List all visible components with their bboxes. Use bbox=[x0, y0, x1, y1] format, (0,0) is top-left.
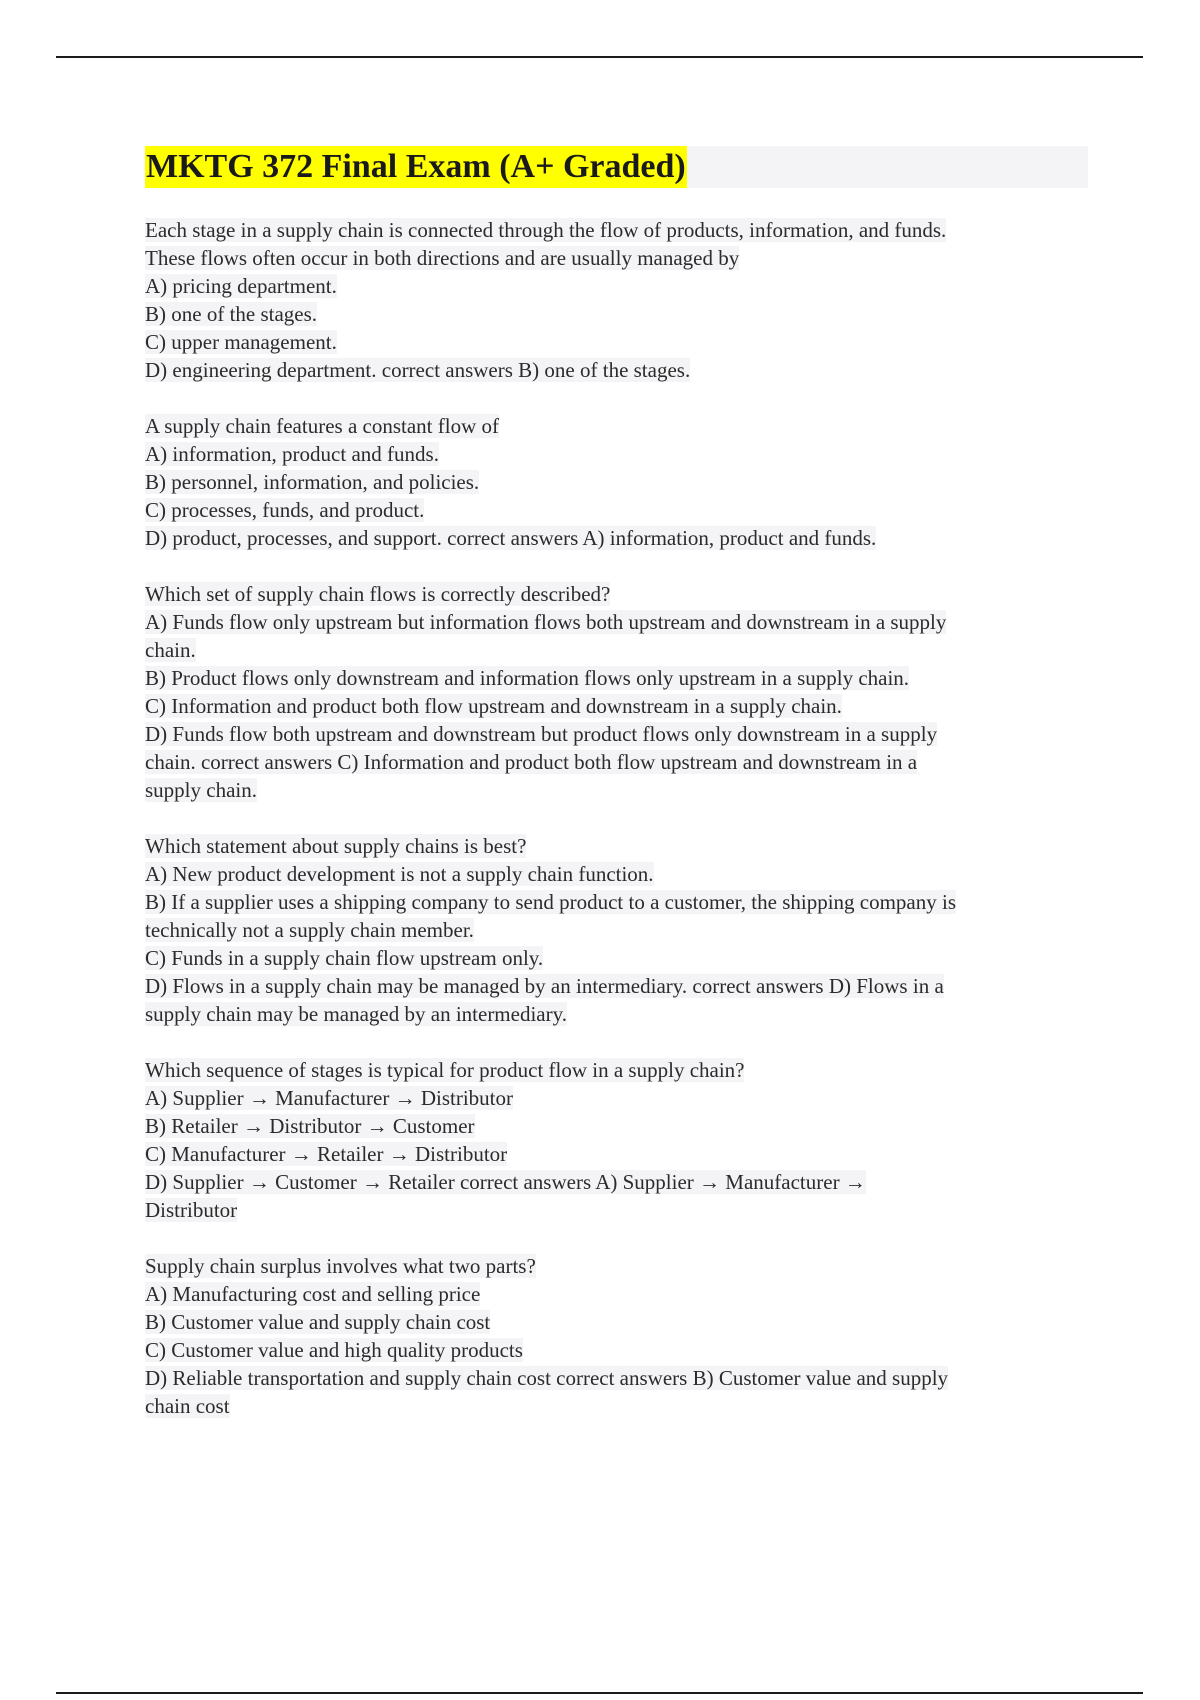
line-text: B) Retailer → Distributor → Customer bbox=[145, 1114, 475, 1138]
line-text: C) processes, funds, and product. bbox=[145, 498, 425, 522]
question-line bbox=[145, 888, 1090, 916]
question-line bbox=[145, 1364, 1090, 1392]
question-block bbox=[145, 1252, 1090, 1420]
line-text: D) Flows in a supply chain may be managed by an intermediary. correct answers D) Flows in a bbox=[145, 974, 944, 998]
line-text: Which statement about supply chains is best? bbox=[145, 834, 527, 858]
question-line bbox=[145, 720, 1090, 748]
line-text: Which set of supply chain flows is correctly described? bbox=[145, 582, 611, 606]
line-text: C) Manufacturer → Retailer → Distributor bbox=[145, 1142, 508, 1166]
question-line bbox=[145, 1168, 1090, 1196]
question-line bbox=[145, 972, 1090, 1000]
line-text: C) Customer value and high quality products bbox=[145, 1338, 523, 1362]
question-line bbox=[145, 664, 1090, 692]
question-line bbox=[145, 1392, 1090, 1420]
line-text: A) pricing department. bbox=[145, 274, 337, 298]
line-text: B) Customer value and supply chain cost bbox=[145, 1310, 491, 1334]
question-line bbox=[145, 1140, 1090, 1168]
question-line bbox=[145, 524, 1090, 552]
line-text: Distributor bbox=[145, 1198, 238, 1222]
line-text: A) Funds flow only upstream but information flows both upstream and downstream in a supply bbox=[145, 610, 947, 634]
question-line bbox=[145, 1112, 1090, 1140]
question-stem bbox=[145, 580, 1090, 608]
line-text: B) one of the stages. bbox=[145, 302, 318, 326]
line-text: D) Supplier → Customer → Retailer correct answers A) Supplier → Manufacturer → bbox=[145, 1170, 866, 1194]
document-title: MKTG 372 Final Exam (A+ Graded) bbox=[145, 146, 687, 188]
line-text: supply chain may be managed by an intermediary. bbox=[145, 1002, 567, 1026]
question-line bbox=[145, 608, 1090, 636]
question-line bbox=[145, 944, 1090, 972]
question-line bbox=[145, 1084, 1090, 1112]
question-block bbox=[145, 412, 1090, 552]
document-body bbox=[145, 146, 1090, 1420]
line-text: A) Manufacturing cost and selling price bbox=[145, 1282, 481, 1306]
question-line bbox=[145, 1336, 1090, 1364]
question-line bbox=[145, 272, 1090, 300]
line-text: A) Supplier → Manufacturer → Distributor bbox=[145, 1086, 514, 1110]
question-list bbox=[145, 216, 1090, 1420]
line-text: Each stage in a supply chain is connected through the flow of products, information, and funds. bbox=[145, 218, 947, 242]
question-line bbox=[145, 916, 1090, 944]
question-line bbox=[145, 300, 1090, 328]
question-stem bbox=[145, 1252, 1090, 1280]
line-text: Supply chain surplus involves what two parts? bbox=[145, 1254, 536, 1278]
question-line bbox=[145, 748, 1090, 776]
question-line bbox=[145, 356, 1090, 384]
line-text: chain. bbox=[145, 638, 196, 662]
question-stem bbox=[145, 832, 1090, 860]
question-line bbox=[145, 636, 1090, 664]
bottom-rule bbox=[56, 1692, 1143, 1694]
question-line bbox=[145, 328, 1090, 356]
line-text: A) information, product and funds. bbox=[145, 442, 439, 466]
question-line bbox=[145, 776, 1090, 804]
question-line bbox=[145, 1196, 1090, 1224]
question-block bbox=[145, 832, 1090, 1028]
question-line bbox=[145, 1308, 1090, 1336]
line-text: A supply chain features a constant flow of bbox=[145, 414, 499, 438]
line-text: C) upper management. bbox=[145, 330, 337, 354]
question-block bbox=[145, 580, 1090, 804]
line-text: D) product, processes, and support. correct answers A) information, product and funds. bbox=[145, 526, 877, 550]
line-text: technically not a supply chain member. bbox=[145, 918, 474, 942]
question-stem bbox=[145, 1056, 1090, 1084]
line-text: These flows often occur in both directions and are usually managed by bbox=[145, 246, 740, 270]
line-text: B) If a supplier uses a shipping company to send product to a customer, the shipping company is bbox=[145, 890, 957, 914]
top-rule bbox=[56, 56, 1143, 58]
question-block bbox=[145, 216, 1090, 384]
line-text: B) personnel, information, and policies. bbox=[145, 470, 480, 494]
line-text: C) Funds in a supply chain flow upstream only. bbox=[145, 946, 544, 970]
question-block bbox=[145, 1056, 1090, 1224]
line-text: Which sequence of stages is typical for product flow in a supply chain? bbox=[145, 1058, 745, 1082]
question-line bbox=[145, 692, 1090, 720]
question-line bbox=[145, 468, 1090, 496]
line-text: D) Reliable transportation and supply chain cost correct answers B) Customer value and supply bbox=[145, 1366, 949, 1390]
question-stem bbox=[145, 412, 1090, 440]
question-stem bbox=[145, 216, 1090, 244]
question-line bbox=[145, 1280, 1090, 1308]
question-line bbox=[145, 440, 1090, 468]
line-text: supply chain. bbox=[145, 778, 257, 802]
line-text: chain. correct answers C) Information and product both flow upstream and downstream in a bbox=[145, 750, 918, 774]
line-text: C) Information and product both flow upstream and downstream in a supply chain. bbox=[145, 694, 842, 718]
question-line bbox=[145, 496, 1090, 524]
title-band bbox=[145, 146, 1088, 188]
line-text: D) Funds flow both upstream and downstream but product flows only downstream in a supply bbox=[145, 722, 938, 746]
question-line bbox=[145, 1000, 1090, 1028]
line-text: chain cost bbox=[145, 1394, 230, 1418]
question-line bbox=[145, 860, 1090, 888]
question-line bbox=[145, 244, 1090, 272]
line-text: D) engineering department. correct answers B) one of the stages. bbox=[145, 358, 691, 382]
line-text: B) Product flows only downstream and information flows only upstream in a supply chain. bbox=[145, 666, 910, 690]
line-text: A) New product development is not a supply chain function. bbox=[145, 862, 654, 886]
